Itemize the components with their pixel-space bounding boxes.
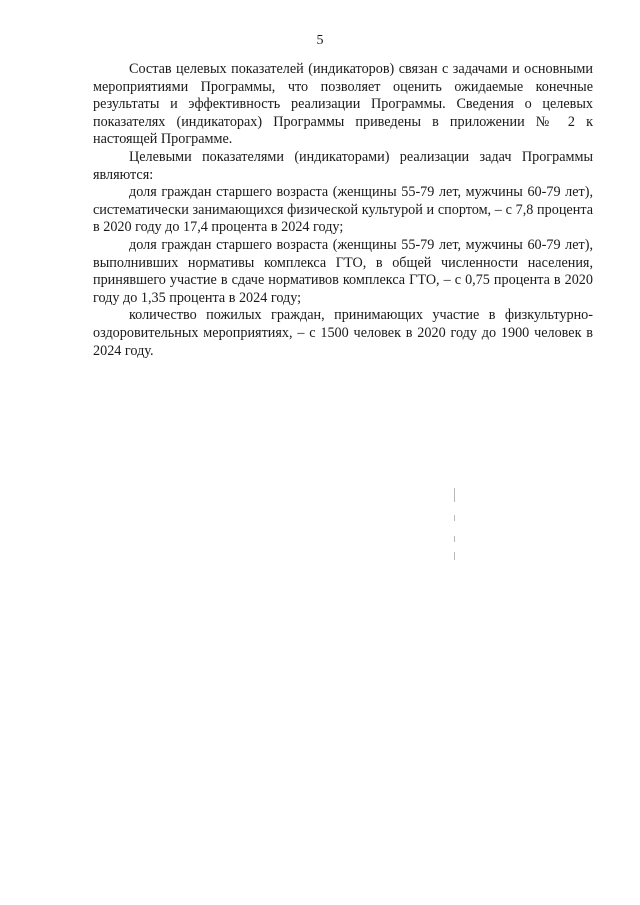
scan-artifact-line	[454, 536, 455, 542]
paragraph-indicator-gto-share: доля граждан старшего возраста (женщины 55-79 лет, мужчины 60-79 лет), выполнивших нормативы комплекса ГТО, в общей численности населения, принявшего участие в сдаче нормативов комплекса ГТО, – с 0,75 процента в 2020 году до 1,35 процента в 2024 году;	[93, 236, 593, 306]
page-number: 5	[316, 33, 324, 48]
scan-artifact-line	[454, 515, 455, 521]
paragraph-indicators-composition: Состав целевых показателей (индикаторов) связан с задачами и основными мероприятиями Программы, что позволяет оценить ожидаемые конечные результаты и эффективность реализации Программы. Сведения о целевых показателях (индикаторах) Программы приведены в приложении № 2 к настоящей Программе.	[93, 61, 593, 148]
paragraph-indicator-sport-share: доля граждан старшего возраста (женщины 55-79 лет, мужчины 60-79 лет), систематически занимающихся физической культурой и спортом, – с 7,8 процента в 2020 году до 17,4 процента в 2024 году;	[93, 184, 593, 236]
scan-artifact-line	[454, 488, 455, 502]
scan-artifact-line	[454, 552, 455, 560]
paragraph-indicator-events-count: количество пожилых граждан, принимающих участие в физкультурно-оздоровительных мероприятиях, – с 1500 человек в 2020 году до 1900 человек в 2024 году.	[93, 307, 593, 359]
document-body	[93, 61, 593, 360]
paragraph-indicators-intro: Целевыми показателями (индикаторами) реализации задач Программы являются:	[93, 148, 593, 183]
